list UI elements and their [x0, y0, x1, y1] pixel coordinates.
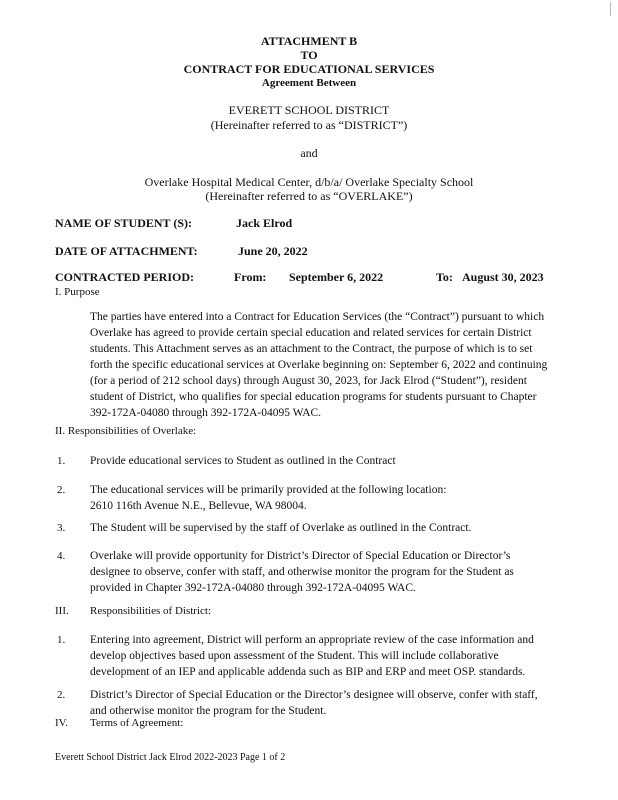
date-attachment-label: DATE OF ATTACHMENT: [55, 244, 198, 258]
page-footer: Everett School District Jack Elrod 2022-2023 Page 1 of 2 [55, 752, 286, 763]
item-line: and otherwise monitor the program for the Student. [90, 705, 327, 717]
scan-edge-mark [610, 2, 616, 16]
title-to: TO [300, 48, 318, 62]
item-line: The educational services will be primarily provided at the following location: [90, 484, 447, 496]
item-line: Entering into agreement, District will perform an appropriate review of the case information and [90, 634, 534, 646]
item-number: 1. [57, 634, 66, 646]
period-to-label: To: [436, 270, 453, 284]
and-text: and [300, 146, 318, 160]
district-name: EVERETT SCHOOL DISTRICT [228, 103, 390, 117]
title-contract: CONTRACT FOR EDUCATIONAL SERVICES [183, 62, 435, 76]
period-from-value: September 6, 2022 [289, 270, 384, 284]
section-4-heading: Terms of Agreement: [90, 717, 184, 729]
purpose-line: (for a period of 212 school days) through August 30, 2023, for Jack Elrod (“Student”), resident [90, 375, 527, 387]
purpose-line: Overlake has agreed to provide certain special education and related services for certain District [90, 327, 532, 339]
student-name-label: NAME OF STUDENT (S): [55, 216, 193, 230]
item-line: designee to observe, confer with staff, and otherwise monitor the program for the Student as [90, 566, 514, 578]
district-item-1 [90, 632, 534, 680]
overlake-item-4 [90, 548, 514, 596]
title-attachment: ATTACHMENT B [260, 34, 358, 48]
section-1-heading: I. Purpose [55, 286, 100, 298]
overlake-item-1 [90, 453, 396, 469]
period-from-label: From: [234, 270, 267, 284]
item-line: The Student will be supervised by the staff of Overlake as outlined in the Contract. [90, 522, 472, 534]
purpose-paragraph [90, 309, 547, 421]
item-number: 2. [57, 689, 66, 701]
purpose-line: The parties have entered into a Contract for Education Services (the “Contract”) pursuant to which [90, 311, 545, 323]
item-number: 1. [57, 455, 66, 467]
contracted-period-label: CONTRACTED PERIOD: [55, 270, 195, 284]
student-name-value: Jack Elrod [236, 216, 293, 230]
item-number: 4. [57, 550, 66, 562]
purpose-line: 392-172A-04080 through 392-172A-04095 WAC. [90, 407, 322, 419]
district-item-2 [90, 687, 538, 719]
period-to-value: August 30, 2023 [462, 270, 544, 284]
item-number: 2. [57, 484, 66, 496]
overlake-item-2 [90, 482, 446, 514]
date-attachment-value: June 20, 2022 [238, 244, 308, 258]
item-line: District’s Director of Special Education or the Director’s designee will observe, confer with staff, [90, 689, 538, 701]
purpose-line: student of District, who qualifies for special education programs for students pursuant to Chapter [90, 391, 537, 403]
item-line: Provide educational services to Student as outlined in the Contract [90, 455, 396, 467]
item-line: provided in Chapter 392-172A-04080 through 392-172A-04095 WAC. [90, 582, 416, 594]
overlake-item-3 [90, 520, 471, 536]
overlake-name: Overlake Hospital Medical Center, d/b/a/ Overlake Specialty School [144, 175, 474, 189]
purpose-line: students. This Attachment serves as an attachment to the Contract, the purpose of which is to set [90, 343, 533, 355]
item-line: development of an IEP and applicable addenda such as BIP and ERP and meet OSP. standards. [90, 666, 526, 678]
section-3-number: III. [55, 605, 69, 617]
item-line: Overlake will provide opportunity for District’s Director of Special Education or Director’s [90, 550, 511, 562]
item-number: 3. [57, 522, 66, 534]
purpose-line: forth the specific educational services at Overlake beginning on: September 6, 2022 and continuing [90, 359, 548, 371]
section-3-heading: Responsibilities of District: [90, 605, 211, 617]
section-4-number: IV. [55, 717, 68, 729]
item-line: 2610 116th Avenue N.E., Bellevue, WA 98004. [90, 500, 307, 512]
title-agreement-between: Agreement Between [261, 77, 357, 89]
section-2-heading: II. Responsibilities of Overlake: [55, 425, 197, 437]
overlake-reference: (Hereinafter referred to as “OVERLAKE”) [205, 189, 413, 203]
item-line: develop objectives based upon assessment of the Student. This will include collaborative [90, 650, 499, 662]
district-reference: (Hereinafter referred to as “DISTRICT”) [210, 118, 408, 132]
